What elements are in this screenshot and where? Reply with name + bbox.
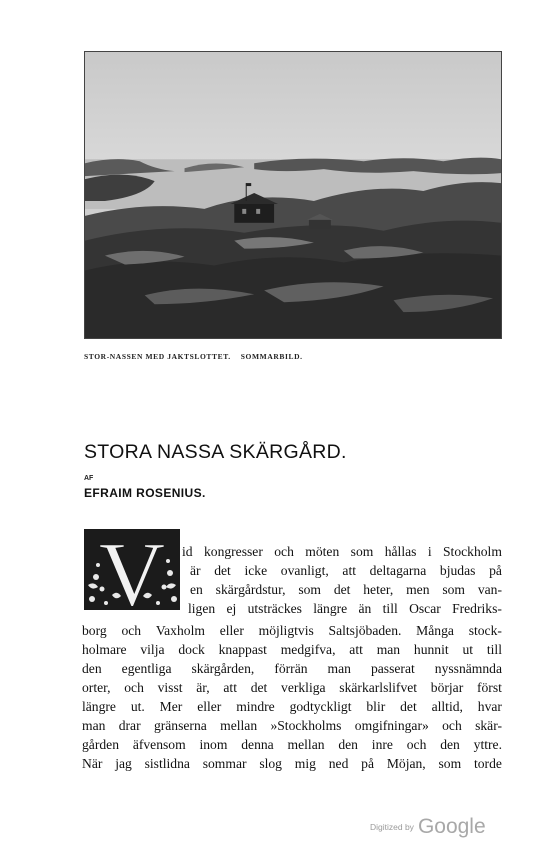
word: mindre	[236, 699, 275, 714]
word: som	[350, 544, 374, 559]
landscape-photograph	[84, 51, 502, 339]
word: inre	[371, 737, 393, 752]
word: det	[214, 563, 231, 578]
word: alltid,	[431, 699, 463, 714]
body-line	[82, 621, 502, 640]
body-line	[82, 640, 502, 659]
body-line	[82, 697, 502, 716]
word: att	[342, 563, 356, 578]
body-line	[188, 599, 502, 618]
word: förrän	[274, 661, 308, 676]
caption-season: SOMMARBILD.	[240, 352, 303, 361]
word: till	[486, 642, 502, 657]
word: id	[182, 544, 193, 559]
word: verkliga	[281, 680, 326, 695]
word: sistlidna	[144, 756, 190, 771]
drop-cap-letter: V	[98, 529, 166, 610]
word: omgifningar»	[354, 718, 429, 733]
word: jag	[115, 756, 132, 771]
word: Oscar	[409, 601, 441, 616]
word: ovanligt,	[280, 563, 329, 578]
body-line	[82, 754, 502, 773]
word: mig	[294, 756, 316, 771]
article-title: STORA NASSA SKÄRGÅRD.	[84, 441, 347, 463]
word: sommar	[202, 756, 247, 771]
body-line	[82, 678, 502, 697]
word: möten	[305, 544, 340, 559]
body-line	[190, 580, 502, 599]
word: att	[223, 680, 237, 695]
word: torde	[473, 756, 502, 771]
word: Vaxholm	[155, 623, 205, 638]
word: Saltsjöbaden.	[328, 623, 402, 638]
word: man	[376, 642, 401, 657]
word: den	[82, 661, 102, 676]
word: godtyckligt	[289, 699, 352, 714]
word: visst	[157, 680, 183, 695]
word: eller	[219, 623, 244, 638]
word: gränserna	[153, 718, 207, 733]
word: slog	[259, 756, 282, 771]
word: hållas	[384, 544, 417, 559]
word: utsträckes	[247, 601, 302, 616]
word: Stockholm	[443, 544, 502, 559]
word: att	[349, 642, 363, 657]
word: som	[442, 582, 466, 597]
word: skärgården,	[191, 661, 255, 676]
body-line	[182, 542, 502, 561]
word: nyssnämnda	[434, 661, 502, 676]
digitized-label: Digitized by	[370, 822, 414, 832]
word: och	[406, 737, 427, 752]
word: ligen	[188, 601, 216, 616]
word: den	[338, 737, 358, 752]
word: är,	[196, 680, 210, 695]
word: egentliga	[121, 661, 172, 676]
word: är	[190, 563, 201, 578]
byline-prefix: AF	[84, 475, 94, 482]
word: i	[427, 544, 432, 559]
word: knappast	[218, 642, 267, 657]
word: äfvensom	[132, 737, 186, 752]
word: ej	[226, 601, 237, 616]
word: än	[358, 601, 372, 616]
word: skär-	[475, 718, 502, 733]
word: ut.	[130, 699, 145, 714]
word: Mer	[159, 699, 183, 714]
word: heter,	[363, 582, 394, 597]
digitization-watermark	[370, 815, 486, 839]
word: När	[82, 756, 103, 771]
body-line	[190, 561, 502, 580]
word: och	[442, 718, 462, 733]
word: passerat	[370, 661, 415, 676]
body-line	[82, 659, 502, 678]
word: »Stockholms	[270, 718, 342, 733]
word: dock	[178, 642, 205, 657]
photo-caption	[84, 352, 502, 361]
word: medgifva,	[280, 642, 336, 657]
word: på	[489, 563, 502, 578]
word: hvar	[477, 699, 502, 714]
word: kongresser	[203, 544, 263, 559]
word: bjudas	[439, 563, 476, 578]
word: längre	[82, 699, 116, 714]
word: mellan	[220, 718, 258, 733]
word: ned	[328, 756, 349, 771]
word: yttre.	[473, 737, 502, 752]
word: orter,	[82, 680, 111, 695]
word: Många	[416, 623, 454, 638]
word: drar	[118, 718, 141, 733]
body-line	[82, 716, 502, 735]
word: först	[476, 680, 502, 695]
author-name: EFRAIM ROSENIUS.	[84, 486, 206, 500]
word: blir	[366, 699, 386, 714]
caption-location: STOR-NASSEN MED JAKTSLOTTET.	[84, 352, 231, 361]
word: denna	[241, 737, 274, 752]
word: hunnit	[413, 642, 449, 657]
word: mellan	[287, 737, 325, 752]
word: van-	[477, 582, 502, 597]
word: det	[250, 680, 268, 695]
word: stock-	[468, 623, 502, 638]
word: men	[406, 582, 430, 597]
word: man	[82, 718, 106, 733]
word: inom	[199, 737, 228, 752]
word: deltagarna	[369, 563, 427, 578]
word: ut	[462, 642, 474, 657]
word: skärkarlslifvet	[339, 680, 418, 695]
ornamental-drop-cap	[84, 529, 180, 610]
word: längre	[313, 601, 348, 616]
word: den	[440, 737, 460, 752]
word: på	[361, 756, 375, 771]
word: gården	[82, 737, 119, 752]
word: och	[274, 544, 294, 559]
word: eller	[197, 699, 222, 714]
word: vilja	[140, 642, 165, 657]
word: och	[124, 680, 144, 695]
word: börjar	[430, 680, 464, 695]
word: borg	[82, 623, 107, 638]
word: som	[298, 582, 321, 597]
word: Fredriks-	[452, 601, 502, 616]
word: till	[382, 601, 398, 616]
word: möjligtvis	[258, 623, 314, 638]
word: det	[400, 699, 417, 714]
word: Möjan,	[386, 756, 426, 771]
word: som	[438, 756, 462, 771]
word: man	[327, 661, 351, 676]
word: skärgårdstur,	[215, 582, 286, 597]
word: och	[121, 623, 142, 638]
word: det	[333, 582, 351, 597]
body-line	[82, 735, 502, 754]
word: en	[190, 582, 203, 597]
word: holmare	[82, 642, 127, 657]
google-logo: Google	[417, 815, 486, 838]
word: icke	[244, 563, 268, 578]
